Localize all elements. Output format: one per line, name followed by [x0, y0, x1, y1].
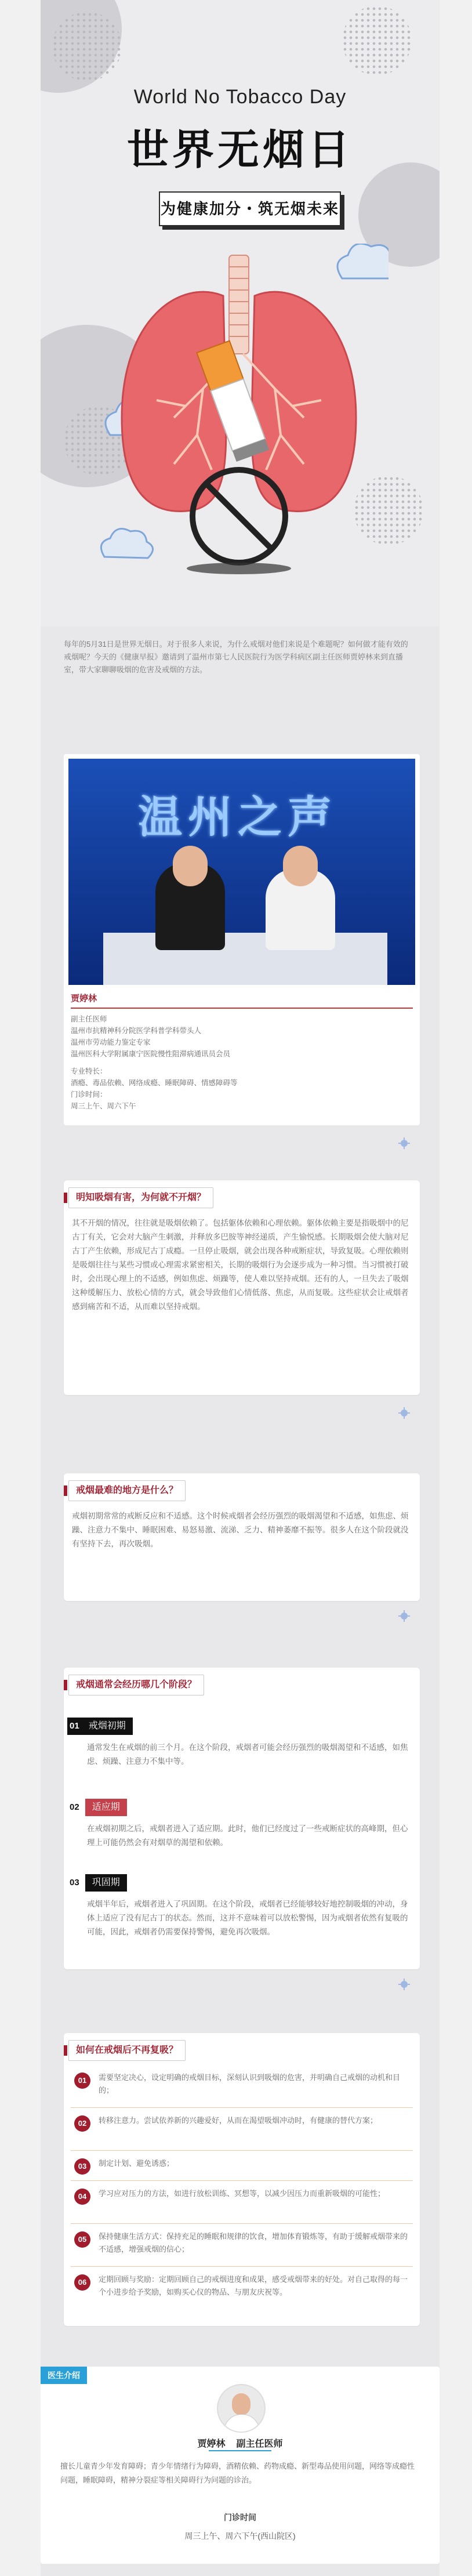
doctor-intro-clinic: 周三上午、周六下午(西山院区): [184, 2531, 296, 2541]
decor-dots: [342, 6, 412, 75]
tip-item: [71, 2112, 413, 2151]
clinic-text: 周三上午、周六下午: [71, 1102, 136, 1110]
interview-photo[interactable]: [68, 759, 415, 985]
doctor-lines: [71, 1013, 413, 1112]
person-right-head: [283, 846, 318, 886]
hero-banner: [41, 0, 440, 626]
hero-subtitle: 为健康加分・筑无烟未来: [159, 191, 341, 226]
tip-item: [71, 2185, 413, 2224]
divider: [209, 2450, 271, 2451]
tip-text: 保持健康生活方式：保持充足的睡眠和规律的饮食，增加体育锻炼等，有助于缓解戒烟带来的不适感，增强戒烟的信心；: [99, 2232, 408, 2253]
tip-item: [71, 2228, 413, 2267]
stage-label-2: [67, 1799, 127, 1816]
stage-label-1: [67, 1718, 133, 1735]
stage-name: 戒烟初期: [82, 1718, 133, 1735]
virus-icon: [398, 1610, 411, 1622]
doctor-intro-card: [41, 2367, 440, 2564]
doctor-line: 温州市劳动能力鉴定专家: [71, 1038, 151, 1046]
tip-item: [71, 2271, 413, 2311]
tip-item: [71, 2155, 413, 2181]
doctor-intro-bio: 擅长儿童青少年发育障碍；青少年情绪行为障碍，酒精依赖、药物成瘾、新型毒品使用问题，网络等成瘾性问题，睡眠障碍，精神分裂症等相关障碍行为问题的诊治。: [60, 2462, 415, 2484]
tip-text: 转移注意力。尝试依养新的兴趣爱好，从而在渴望吸烟冲动时，有健康的替代方案；: [99, 2116, 378, 2125]
tip-number: 03: [74, 2158, 90, 2175]
doctor-intro-badge: 医生介绍: [41, 2367, 87, 2384]
stage-text: 戒烟半年后，戒烟者进入了巩固期。在这个阶段，戒烟者已经能够较好地控制吸烟的冲动，身体上适应了没有尼古丁的状态。然而，这并不意味着可以放松警惕，因为戒烟者依然有复吸的可能，因此，戒烟者仍需要保持警惕，避免再次吸烟。: [87, 1900, 408, 1936]
section-avoid-relapse: [64, 2033, 420, 2326]
section-title: 明知吸烟有害，为何就不开烟？: [68, 1187, 213, 1208]
section-title: 如何在戒烟后不再复吸？: [68, 2040, 186, 2061]
intro-paragraph: 每年的5月31日是世界无烟日。对于很多人来说，为什么戒烟对他们来说是个难题呢？如何做才能有效的戒烟呢？今天的《健康早报》邀请到了温州市第七人民医院行为医学科病区副主任医师贾婷林来到直播室，带大家聊聊吸烟的危害及戒烟的方法。: [64, 640, 408, 674]
avatar: [217, 2384, 266, 2433]
hero-title-en: World No Tobacco Day: [133, 86, 347, 108]
section-title: 戒烟最难的地方是什么？: [68, 1480, 186, 1501]
doctor-line: 温州市抗精神科分院医学科普学科带头人: [71, 1027, 202, 1035]
doctor-intro-name: 贾婷林: [197, 2439, 226, 2449]
tip-number: 02: [74, 2115, 90, 2132]
tip-number: 06: [74, 2274, 90, 2291]
person-left-head: [173, 846, 208, 886]
doctor-intro-title: 副主任医师: [236, 2439, 283, 2449]
divider: [71, 1008, 413, 1009]
hero-title-cn: 世界无烟日: [126, 127, 353, 173]
specialty-label: 专业特长：: [71, 1067, 107, 1075]
section-text: 其不开烟的情况，往往就是吸烟依赖了。包括躯体依赖和心理依赖。躯体依赖主要是指吸烟中的尼古丁有关，它会对大脑产生刺激，并释放多巴胺等神经递质，产生愉悦感。长期吸烟会使大脑对尼古丁产生依赖，形成尼古丁成瘾。一旦停止吸烟，就会出现各种戒断症状，导致复吸。心理依赖则是吸烟往往与某些习惯或心理需求紧密相关，长期的吸烟行为会逐步成为一种习惯。当习惯被打破时，会出现心理上的不适感，例如焦虑、烦躁等，使人难以坚持戒烟。还有的人，一旦失去了吸烟这种缓解压力、放松心情的方式，就会导致他们心情低落、焦虑，从而复吸。这些症状会让戒烟者感到痛苦和不适，从而难以坚持戒烟。: [72, 1219, 409, 1311]
stage-name: 巩固期: [85, 1874, 127, 1892]
doctor-name: 贾婷林: [71, 994, 97, 1003]
tip-number: 04: [74, 2189, 90, 2205]
doctor-info: [71, 992, 413, 1112]
tip-text: 需要坚定决心，设定明确的戒烟目标，深刻认识到吸烟的危害，并明确自己戒烟的动机和目的；: [99, 2073, 401, 2095]
doctor-intro-clinic-label: 门诊时间: [224, 2513, 256, 2522]
virus-icon: [398, 1407, 411, 1419]
stage-name: 适应期: [85, 1799, 127, 1816]
tip-item: [71, 2069, 413, 2108]
section-hardest-part: [64, 1473, 420, 1601]
stage-num: 02: [70, 1802, 79, 1812]
specialty-text: 酒瘾、毒品依赖、网络成瘾、睡眠障碍、情感障碍等: [71, 1079, 238, 1087]
clinic-label: 门诊时间：: [71, 1090, 107, 1099]
doctor-line: 副主任医师: [71, 1015, 107, 1023]
tip-number: 05: [74, 2231, 90, 2248]
stage-label-3: [67, 1874, 127, 1892]
stage-text: 通常发生在戒烟的前三个月。在这个阶段，戒烟者可能会经历强烈的吸烟渴望和不适感，如焦虑、烦躁、注意力不集中等。: [87, 1743, 408, 1766]
doctor-line: 温州医科大学附属康宁医院慢性阻滞病通讯员会员: [71, 1050, 231, 1058]
doctor-intro-heading: [41, 2436, 440, 2450]
section-title: 戒烟通常会经历哪几个阶段？: [68, 1675, 204, 1695]
tip-text: 定期回顾与奖励：定期回顾自己的戒烟进度和成果，感受戒烟带来的好处。对自己取得的每一个小进步给予奖励，如购买心仪的物品、与朋友庆祝等。: [99, 2275, 408, 2296]
virus-icon: [398, 1978, 411, 1991]
stage-text: 在戒烟初期之后，戒烟者进入了适应期。此时，他们已经度过了一些戒断症状的高峰期，但心理上可能仍然会有对烟草的渴望和依赖。: [87, 1824, 408, 1847]
tip-text: 学习应对压力的方法，如进行放松训练、冥想等，以减少因压力而重新吸烟的可能性；: [99, 2189, 386, 2198]
lungs-illustration: [87, 244, 389, 615]
section-why-hard-quit: [64, 1180, 420, 1395]
decor-dots: [52, 12, 122, 81]
tip-number: 01: [74, 2073, 90, 2089]
studio-desk: [103, 933, 387, 985]
virus-icon: [398, 1137, 411, 1150]
stage-num: 01: [67, 1718, 82, 1735]
photo-banner-text: 温州之声: [138, 791, 337, 843]
section-text: 戒烟初期常常的戒断反应和不适感。这个时候戒烟者会经历强烈的吸烟渴望和不适感，如焦虑、烦躁、注意力不集中、睡眠困难、易怒易激、流涕、乏力、精神萎靡不振等。很多人在这个阶段就没有坚持下去，再次吸烟。: [72, 1512, 409, 1548]
interview-card: [64, 754, 420, 1125]
stage-num: 03: [70, 1878, 79, 1887]
section-stages: [64, 1668, 420, 1969]
tip-text: 制定计划、避免诱惑；: [99, 2159, 175, 2168]
